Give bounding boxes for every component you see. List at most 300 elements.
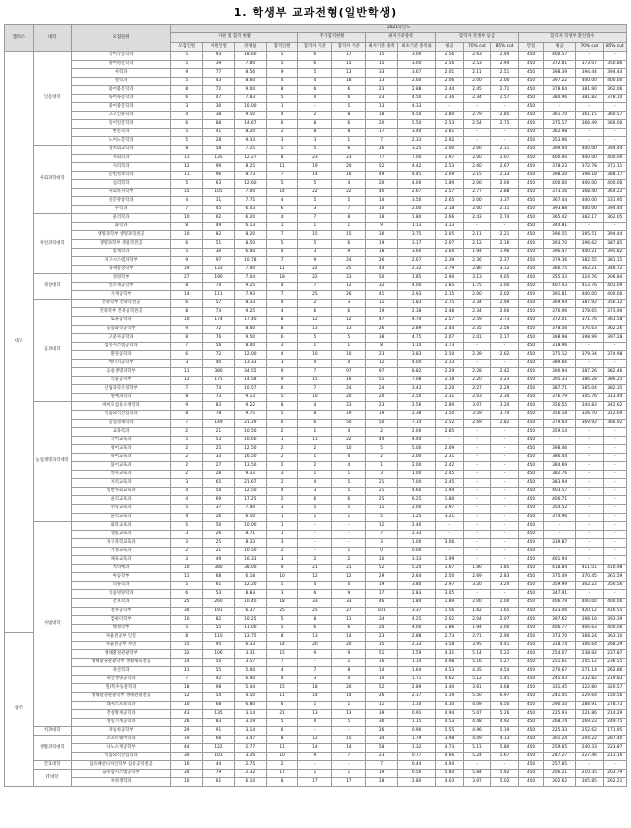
value-cell: 6	[332, 496, 366, 505]
value-cell: 1.94	[463, 248, 491, 257]
value-cell: 387.26	[576, 368, 604, 377]
value-cell: 4	[298, 718, 332, 727]
value-cell: 5	[171, 624, 203, 633]
value-cell: 354.52	[544, 504, 576, 513]
value-cell: 450	[518, 607, 543, 616]
value-cell: 362.22	[576, 581, 604, 590]
department-cell: 철학과	[71, 77, 171, 86]
value-cell: -	[436, 103, 464, 112]
value-cell: 413.76	[576, 282, 604, 291]
value-cell: 23	[366, 752, 398, 761]
value-cell: 25	[332, 265, 366, 274]
department-cell: 섬유패션디자인학부 섬유공학전공	[71, 761, 171, 770]
value-cell: 4.40	[398, 436, 436, 445]
value-cell: 6	[171, 120, 203, 129]
value-cell: 65	[203, 479, 235, 488]
value-cell: 3.50	[398, 197, 436, 206]
value-cell: -	[491, 496, 519, 505]
table-row	[5, 462, 627, 471]
value-cell: 11	[266, 744, 298, 753]
value-cell: 174	[203, 316, 235, 325]
value-cell: -	[576, 453, 604, 462]
value-cell: 35	[366, 641, 398, 650]
value-cell: 4	[298, 94, 332, 103]
value-cell: 3.19	[234, 718, 266, 727]
value-cell: 19	[171, 735, 203, 744]
value-cell: 2.82	[491, 419, 519, 428]
value-cell: 10.00	[234, 103, 266, 112]
value-cell: 5.92	[491, 769, 519, 778]
value-cell: 4.00	[398, 282, 436, 291]
value-cell: -	[603, 479, 626, 488]
value-cell: 260	[203, 599, 235, 608]
college-cell: 생활과학대학	[33, 735, 71, 761]
value-cell: 16	[332, 376, 366, 385]
value-cell: 450	[518, 641, 543, 650]
value-cell: 2	[266, 453, 298, 462]
value-cell: 6	[298, 624, 332, 633]
value-cell: -	[576, 103, 604, 112]
table-row	[5, 590, 627, 599]
value-cell: 12	[298, 573, 332, 582]
value-cell: 20	[366, 180, 398, 189]
value-cell: 379.34	[576, 351, 604, 360]
table-row	[5, 214, 627, 223]
value-cell: 7	[332, 752, 366, 761]
value-cell: 2.04	[463, 616, 491, 625]
value-cell: 55	[366, 376, 398, 385]
value-cell: 6	[332, 624, 366, 633]
value-cell: -	[298, 727, 332, 736]
value-cell: 2.89	[398, 325, 436, 334]
value-cell: 2	[171, 547, 203, 556]
value-cell: 2.07	[491, 616, 519, 625]
value-cell: 2.50	[398, 393, 436, 402]
value-cell: 0	[366, 547, 398, 556]
value-cell: 4.25	[398, 616, 436, 625]
value-cell: 9	[266, 376, 298, 385]
value-cell: 8	[332, 214, 366, 223]
value-cell: 7	[171, 205, 203, 214]
value-cell: 450	[518, 205, 543, 214]
value-cell: 6	[332, 240, 366, 249]
department-cell: 응용생명과학부	[71, 368, 171, 377]
value-cell: 0.90	[398, 727, 436, 736]
value-cell: -	[463, 128, 491, 137]
value-cell: 49	[203, 556, 235, 565]
value-cell: 372.78	[576, 163, 604, 172]
value-cell: 2.36	[463, 257, 491, 266]
value-cell: 28	[203, 470, 235, 479]
value-cell: 2.20	[463, 376, 491, 385]
value-cell: 356.12	[603, 299, 626, 308]
value-cell: 1	[298, 222, 332, 231]
value-cell: 41	[366, 291, 398, 300]
value-cell: 30	[203, 248, 235, 257]
value-cell: -	[298, 658, 332, 667]
value-cell: 15	[366, 60, 398, 69]
value-cell: 450	[518, 658, 543, 667]
value-cell: -	[298, 103, 332, 112]
table-row	[5, 718, 627, 727]
value-cell: 410.98	[603, 564, 626, 573]
value-cell: 16	[366, 658, 398, 667]
value-cell: -	[463, 556, 491, 565]
value-cell: 406.77	[544, 624, 576, 633]
value-cell: -	[463, 462, 491, 471]
value-cell: 5.80	[491, 744, 519, 753]
value-cell: -	[436, 522, 464, 531]
value-cell: 1.75	[463, 282, 491, 291]
value-cell: 18	[266, 274, 298, 283]
value-cell: 1.00	[398, 470, 436, 479]
value-cell: 450	[518, 667, 543, 676]
value-cell: 40	[203, 359, 235, 368]
department-cell: 화학교육과	[71, 522, 171, 531]
value-cell: -	[463, 222, 491, 231]
table-row	[5, 530, 627, 539]
value-cell: -	[491, 342, 519, 351]
group-header: 지원 및 합격 현황	[171, 33, 298, 43]
col-header: 합격자 기준	[332, 43, 366, 52]
value-cell: 5.55	[436, 727, 464, 736]
value-cell: 3	[298, 205, 332, 214]
value-cell: 4.35	[463, 667, 491, 676]
value-cell: 387.85	[603, 240, 626, 249]
value-cell: 4.98	[436, 658, 464, 667]
department-cell: 경제통상학부	[71, 265, 171, 274]
value-cell: 2.42	[491, 368, 519, 377]
value-cell: 12	[171, 693, 203, 702]
value-cell: 7.00	[398, 154, 436, 163]
value-cell: 2.00	[398, 462, 436, 471]
value-cell: 55	[203, 667, 235, 676]
value-cell: 12	[332, 316, 366, 325]
value-cell: 6	[298, 60, 332, 69]
value-cell: 305.85	[576, 778, 604, 787]
value-cell: 7	[366, 530, 398, 539]
value-cell: 6	[171, 299, 203, 308]
value-cell: 450	[518, 393, 543, 402]
value-cell: 6	[171, 94, 203, 103]
value-cell: 2.00	[463, 205, 491, 214]
value-cell: 1.67	[436, 564, 464, 573]
department-cell: 통계학과	[71, 248, 171, 257]
value-cell: 1.89	[436, 599, 464, 608]
value-cell: 4	[171, 487, 203, 496]
value-cell: 3.58	[436, 641, 464, 650]
value-cell: 384.96	[544, 94, 576, 103]
value-cell: 19	[366, 581, 398, 590]
value-cell: 2.57	[436, 316, 464, 325]
value-cell: 3.57	[234, 658, 266, 667]
value-cell: 79	[203, 769, 235, 778]
value-cell: 450	[518, 556, 543, 565]
value-cell: 2.73	[491, 316, 519, 325]
value-cell: 393.88	[544, 205, 576, 214]
value-cell: -	[576, 547, 604, 556]
value-cell: 18	[366, 214, 398, 223]
admission-table-wrapper	[4, 24, 627, 787]
value-cell: 110	[203, 633, 235, 642]
value-cell: 50	[203, 487, 235, 496]
value-cell: 450	[518, 752, 543, 761]
value-cell: 2.85	[436, 428, 464, 437]
value-cell: 5.84	[463, 769, 491, 778]
value-cell: 20	[332, 684, 366, 693]
value-cell: 2.32	[398, 265, 436, 274]
value-cell: 3.33	[398, 556, 436, 565]
department-cell: 영어교육과	[71, 445, 171, 454]
value-cell: -	[491, 590, 519, 599]
value-cell: 9.33	[234, 470, 266, 479]
value-cell: 407.43	[544, 282, 576, 291]
value-cell: 3	[266, 470, 298, 479]
value-cell: 3.12	[491, 265, 519, 274]
table-row	[5, 205, 627, 214]
value-cell: 2	[332, 658, 366, 667]
value-cell: 400.21	[576, 248, 604, 257]
value-cell: 14	[332, 744, 366, 753]
value-cell: 450	[518, 684, 543, 693]
value-cell: 22	[298, 188, 332, 197]
table-row	[5, 69, 627, 78]
value-cell: 7.80	[234, 60, 266, 69]
value-cell: 225.33	[544, 727, 576, 736]
value-cell: 1	[332, 137, 366, 146]
value-cell: 11	[266, 163, 298, 172]
value-cell: 4	[266, 667, 298, 676]
value-cell: 12	[366, 359, 398, 368]
value-cell: 214.29	[603, 710, 626, 719]
value-cell: 20	[332, 641, 366, 650]
col-header: 평균	[544, 43, 576, 52]
value-cell: 374.98	[603, 351, 626, 360]
value-cell: 34	[171, 769, 203, 778]
table-row	[5, 496, 627, 505]
department-cell: 응용화학공학부	[71, 325, 171, 334]
value-cell: 312.69	[603, 410, 626, 419]
value-cell: 1.10	[398, 701, 436, 710]
value-cell: 8.83	[234, 590, 266, 599]
value-cell: 2.90	[436, 274, 464, 283]
value-cell: 58	[203, 146, 235, 155]
department-cell: 에너지공학부	[71, 359, 171, 368]
value-cell: 4	[332, 462, 366, 471]
value-cell: 9	[298, 257, 332, 266]
value-cell: 331.45	[544, 684, 576, 693]
value-cell: 450	[518, 573, 543, 582]
value-cell: 13	[298, 325, 332, 334]
college-cell: 사회과학대학	[33, 146, 71, 214]
value-cell: 14	[366, 205, 398, 214]
value-cell: 396.55	[544, 231, 576, 240]
value-cell: 2.34	[463, 308, 491, 317]
value-cell: 4	[298, 359, 332, 368]
value-cell: -	[298, 539, 332, 548]
value-cell: 2.00	[398, 504, 436, 513]
table-row	[5, 137, 627, 146]
value-cell: 4	[266, 487, 298, 496]
value-cell: 4.00	[398, 624, 436, 633]
value-cell: 8	[266, 778, 298, 787]
value-cell: 4	[332, 581, 366, 590]
value-cell: 400.00	[576, 146, 604, 155]
value-cell: 350.86	[603, 60, 626, 69]
value-cell: -	[603, 462, 626, 471]
value-cell: -	[491, 539, 519, 548]
value-cell: 2.00	[463, 599, 491, 608]
value-cell: 2.17	[398, 693, 436, 702]
value-cell: 72	[203, 325, 235, 334]
department-cell: 생명과학부 생명과학전공	[71, 231, 171, 240]
value-cell: 3.70	[491, 410, 519, 419]
value-cell: 6	[266, 205, 298, 214]
department-cell: 영어영문학과	[71, 60, 171, 69]
value-cell: 450	[518, 137, 543, 146]
table-row	[5, 675, 627, 684]
value-cell: 25	[298, 291, 332, 300]
value-cell: 450	[518, 163, 543, 172]
value-cell: 27	[332, 607, 366, 616]
value-cell: 211.16	[603, 752, 626, 761]
value-cell: 268.74	[544, 718, 576, 727]
value-cell: 2	[298, 462, 332, 471]
value-cell: 2.01	[463, 334, 491, 343]
value-cell: 450	[518, 581, 543, 590]
value-cell: 375.17	[544, 120, 576, 129]
department-cell: 간호학과	[71, 599, 171, 608]
value-cell: 2.00	[463, 154, 491, 163]
value-cell: -	[463, 428, 491, 437]
value-cell: 2.75	[234, 761, 266, 770]
value-cell: 0.77	[398, 752, 436, 761]
value-cell: 367.44	[544, 197, 576, 206]
value-cell: 450	[518, 274, 543, 283]
value-cell: 4	[266, 308, 298, 317]
value-cell: 2.44	[436, 325, 464, 334]
table-row	[5, 291, 627, 300]
value-cell: 10	[171, 231, 203, 240]
value-cell: 2.00	[398, 428, 436, 437]
table-row	[5, 334, 627, 343]
value-cell: 2.57	[491, 94, 519, 103]
value-cell: 287.40	[603, 735, 626, 744]
value-cell: 306.84	[603, 274, 626, 283]
value-cell: 16	[171, 761, 203, 770]
value-cell: 10.50	[234, 547, 266, 556]
value-cell: 16.33	[234, 556, 266, 565]
value-cell: 278.73	[603, 701, 626, 710]
value-cell: 3	[171, 359, 203, 368]
value-cell: 6.43	[234, 205, 266, 214]
value-cell: 3.75	[398, 231, 436, 240]
value-cell: 39	[203, 60, 235, 69]
value-cell: 373.90	[603, 308, 626, 317]
value-cell: 9	[171, 402, 203, 411]
value-cell: 450	[518, 470, 543, 479]
value-cell: 2.79	[463, 111, 491, 120]
value-cell: 9	[298, 752, 332, 761]
value-cell: 450	[518, 769, 543, 778]
value-cell: 8	[332, 667, 366, 676]
department-cell: 축산학과	[71, 667, 171, 676]
table-row	[5, 487, 627, 496]
value-cell: 10	[171, 564, 203, 573]
value-cell: -	[576, 487, 604, 496]
value-cell: 345.76	[576, 393, 604, 402]
value-cell: 6.18	[234, 573, 266, 582]
value-cell: 5	[298, 240, 332, 249]
value-cell: 450	[518, 513, 543, 522]
value-cell: 91	[203, 727, 235, 736]
value-cell: 101	[366, 607, 398, 616]
value-cell: 9.00	[234, 86, 266, 95]
value-cell: 12	[171, 163, 203, 172]
value-cell: 14	[171, 291, 203, 300]
value-cell: 251.61	[544, 658, 576, 667]
value-cell: -	[603, 530, 626, 539]
value-cell: 6	[298, 308, 332, 317]
value-cell: 3.14	[234, 727, 266, 736]
value-cell: 2.77	[234, 744, 266, 753]
value-cell: 7.83	[234, 94, 266, 103]
college-header: 대학	[33, 25, 71, 52]
value-cell: 2.83	[491, 573, 519, 582]
department-cell: 지구시스템과학부	[71, 257, 171, 266]
value-cell: 7	[366, 137, 398, 146]
value-cell: -	[576, 359, 604, 368]
value-cell: 400.00	[576, 205, 604, 214]
value-cell: 21	[203, 428, 235, 437]
value-cell: 2.50	[436, 351, 464, 360]
value-cell: 2.74	[491, 214, 519, 223]
value-cell: 11	[171, 573, 203, 582]
value-cell: 2.75	[436, 299, 464, 308]
value-cell: 2.11	[491, 146, 519, 155]
value-cell: 5.07	[463, 710, 491, 719]
value-cell: 2	[266, 128, 298, 137]
value-cell: 2.06	[436, 77, 464, 86]
value-cell: 3.00	[398, 60, 436, 69]
value-cell: 17	[332, 778, 366, 787]
value-cell: 8.33	[234, 299, 266, 308]
value-cell: 364.22	[603, 188, 626, 197]
value-cell: 381.15	[603, 257, 626, 266]
value-cell: 13	[366, 77, 398, 86]
value-cell: 384.69	[544, 462, 576, 471]
value-cell: 83	[203, 718, 235, 727]
value-cell: 2.38	[398, 308, 436, 317]
value-cell: 5	[332, 103, 366, 112]
value-cell: 10	[298, 351, 332, 360]
value-cell: -	[491, 128, 519, 137]
value-cell: 400.00	[576, 154, 604, 163]
value-cell: -	[463, 530, 491, 539]
value-cell: 383.94	[544, 479, 576, 488]
value-cell: 26	[332, 291, 366, 300]
value-cell: 356.55	[544, 402, 576, 411]
value-cell: 3.05	[436, 590, 464, 599]
value-cell: 32	[366, 282, 398, 291]
value-cell: 25	[203, 445, 235, 454]
value-cell: -	[576, 556, 604, 565]
value-cell: 10.00	[234, 522, 266, 531]
value-cell: 370.45	[576, 573, 604, 582]
value-cell: 29	[366, 573, 398, 582]
department-cell: 정밀기계공학과	[71, 718, 171, 727]
value-cell: 15	[366, 52, 398, 61]
